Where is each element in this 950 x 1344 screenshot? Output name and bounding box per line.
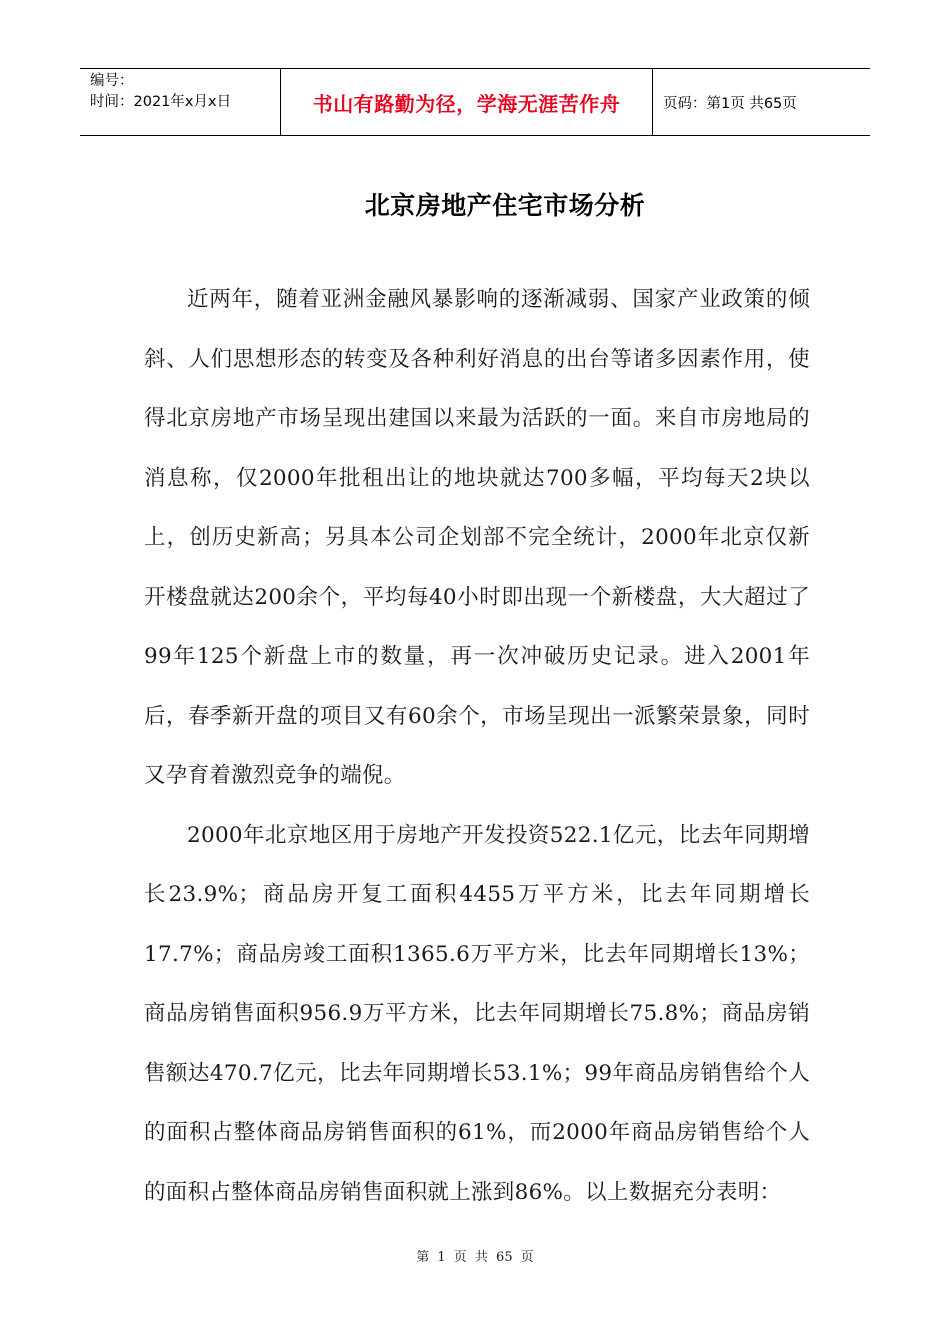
header-motto-cell xyxy=(281,69,653,135)
time-label: 时间：2021年x月x日 xyxy=(90,94,232,110)
paragraph: 近两年，随着亚洲金融风暴影响的逐渐减弱、国家产业政策的倾斜、人们思想形态的转变及各种利好消息的出台等诸多因素作用，使得北京房地产市场呈现出建国以来最为活跃的一面。来自市房地局的消息称，仅2000年批租出让的地块就达700多幅，平均每天2块以上，创历史新高；另具本公司企划部不完全统计，2000年北京仅新开楼盘就达200余个，平均每40小时即出现一个新楼盘，大大超过了99年125个新盘上市的数量，再一次冲破历史记录。进入2001年后，春季新开盘的项目又有60余个，市场呈现出一派繁荣景象，同时又孕育着激烈竞争的端倪。 xyxy=(144,287,810,788)
header-page-cell xyxy=(653,69,870,135)
page-footer: 第 1 页 共 65 页 xyxy=(416,1250,534,1265)
document-header xyxy=(80,68,870,136)
header-meta-cell xyxy=(80,69,281,135)
document-body xyxy=(144,270,810,1222)
document-title: 北京房地产住宅市场分析 xyxy=(364,191,646,220)
number-label: 编号： xyxy=(90,73,134,89)
motto-text: 书山有路勤为径，学海无涯苦作舟 xyxy=(312,91,621,116)
paragraph: 2000年北京地区用于房地产开发投资522.1亿元，比去年同期增长23.9%；商品房开复工面积4455万平方米，比去年同期增长17.7%；商品房竣工面积1365.6万平方米，比去年同期增长13%；商品房销售面积956.9万平方米，比去年同期增长75.8%；商品房销售额达470.7亿元，比去年同期增长53.1%；99年商品房销售给个人的面积占整体商品房销售面积的61%，而2000年商品房销售给个人的面积占整体商品房销售面积就上涨到86%。以上数据充分表明： xyxy=(144,822,810,1205)
page-info: 页码：第1页 共65页 xyxy=(663,95,797,112)
